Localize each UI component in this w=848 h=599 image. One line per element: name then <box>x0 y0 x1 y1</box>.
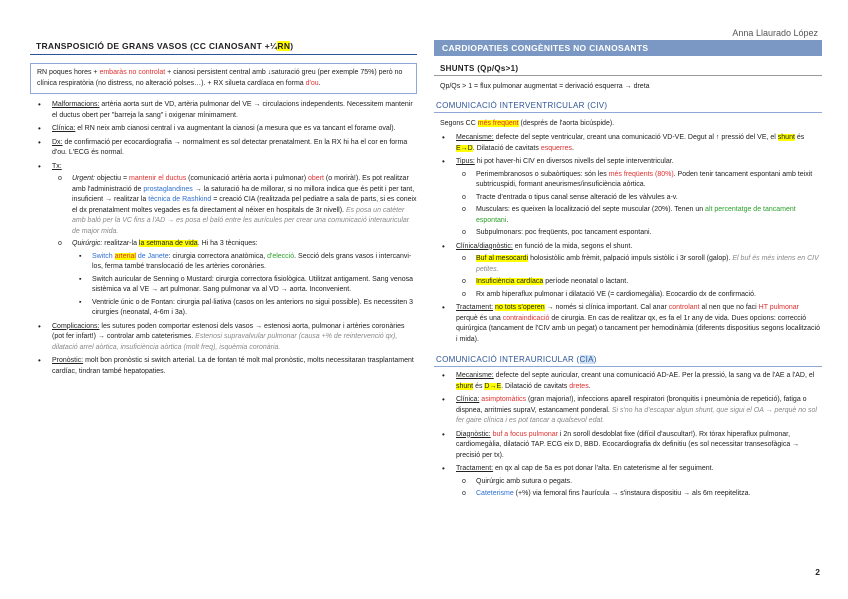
page-author: Anna Llaurado López <box>732 28 818 38</box>
civ-title: COMUNICACIÓ INTERVENTRICULAR (CIV) <box>434 99 822 113</box>
cia-title: COMUNICACIÓ INTERAURICULAR (CIA) <box>434 353 822 367</box>
tgv-list <box>30 100 417 377</box>
list-item: • Mecanisme: defecte del septe auricular, creant una comunicació AD-AE. Per la pressió, la sang va de l'AE a l'AD, el shunt és D→E. Dilatació de cavitats dretes. <box>456 371 822 392</box>
list-item: • Pronòstic: molt bon pronòstic si switch arterial. La de fontan té molt mal pronòstic, molts necessitaran trasplantament cardíac, tindran també hepatopaties. <box>52 356 417 377</box>
tgv-section-title: TRANSPOSICIÓ DE GRANS VASOS (CC CIANOSANT +¼RN) <box>30 40 417 55</box>
list-item: o Perimembranosos o subaòrtiques: són les més freqüents (80%). Poden tenir tancament espontani amb teixit subtricuspidi, formant aneurismes/insuficiència aòrtica. <box>476 170 822 191</box>
list-item: o Tracte d'entrada o tipus canal sense alteració de les vàlvules a-v. <box>476 193 822 204</box>
list-item: o Urgent: objectiu = mantenir el ductus (comunicació artèria aorta i pulmonar) obert (o morirà!). Es pot realitzar amb l'administració de prostaglandines → la saturació ha de millorar, si no millora indica que és petit i per tant, insuficient → realitzar la tècnica de Rashkind = creació CIA (realitzada pel pediatre a sala de parts, si es coneix el dx prenatalment moltes vegades es fa directament al néixer en hospitals de 3r nivell). Es posa un catèter amb baló per la VC fins a l'AD → es posa el baló entre les aurícules per crear una comunicació interauricular de major mida. <box>72 174 417 237</box>
civ-intro: Segons CC més freqüent (després de l'aorta bicúspide). <box>440 119 615 127</box>
shunts-title: SHUNTS (Qp/Qs>1) <box>434 62 822 76</box>
list-item: o Buf al mesocardi holosistòlic amb frèmit, palpació impuls sistòlic i 3r soroll (galop). El buf és més intens en CIV petites. <box>476 254 822 275</box>
cc-no-cianosants-title: CARDIOPATIES CONGÈNITES NO CIANOSANTS <box>434 40 822 56</box>
list-item: ▪ Switch auricular de Senning o Mustard: cirurgia correctora fisiològica. Utilitzat antigament. Sang venosa sistèmica va al VE → art pulmonar. Sang pulmonar va al VD → aorta. Inconvenient. <box>92 275 417 296</box>
list-item: • Diagnòstic: buf a focus pulmonar i 2n soroll desdoblat fixe (difícil d'auscultar!). Rx tòrax hiperaflux pulmonar, cardiomegàlia, dilatació TAP. ECG eix D, BBD. Ecocardiografia dx definitiu (es sol necessitar transesofàgica → precisió per tx). <box>456 430 822 462</box>
list-item: ▪ Ventricle únic o de Fontan: cirurgia pal·liativa (casos on les anteriors no sigui possible). Es necessiten 3 cirurgies (neonatal, 4-6m i 3a). <box>92 298 417 319</box>
list-item: • Complicacions: les sutures poden comportar estenosi dels vasos → estenosi aorta, pulmonar i artèries coronàries (pot fer infart!) → controlar amb cateterismes. Estenosi supravalvular pulmonar (causa +% de reintervenció qx), dilatació arrel aòrtica, insuficiència aòrtica (molt freq), isquèmia coronària. <box>52 322 417 354</box>
list-item: • Dx: de confirmació per ecocardiografia → normalment es sol detectar prenatalment. En la RX hi ha el cor en forma d'ou. L'ECG és normal. <box>52 138 417 159</box>
list-item: • Mecanisme: defecte del septe ventricular, creant una comunicació VD-VE. Degut al ↑ pressió del VE, el shunt és E→D. Dilatació de cavitats esquerres. <box>456 133 822 154</box>
list-item: ▪ Switch arterial de Janete: cirurgia correctora anatòmica, d'elecció. Secció dels grans vasos i intercanvi-los, ferma també translocació de les artèries coronàries. <box>92 252 417 273</box>
list-item: o Subpulmonars: poc freqüents, poc tancament espontani. <box>476 228 822 239</box>
cia-list <box>434 371 822 500</box>
list-item: o Insuficiència cardíaca període neonatal o lactant. <box>476 277 822 288</box>
list-item: o Quirúrgic: realitzar-la la setmana de vida. Hi ha 3 tècniques: ▪ Switch arterial de Janete: cirurgia correctora anatòmica, d'elecció. Secció dels grans vasos i intercanvi-los, ferma també translocació de les artèries coronàries. ▪ Switch auricular de Senning o Mustard: cirurgia correctora fisiològica. Utilitzat antigament. Sang venosa sistèmica va al VE → art pulmonar. Sang pulmonar va al VD → aorta. Inconvenient. ▪ Ventricle únic o de Fontan: cirurgia pal·liativa (casos on les anteriors no sigui possible). Es necessiten 3 cirurgies (neonatal, 4-6m i 3a). <box>72 239 417 319</box>
list-item: o Musculars: es queixen la localització del septe muscular (20%). Tenen un alt percentatge de tancament espontani. <box>476 205 822 226</box>
list-item: • Tractament: en qx al cap de 5a es pot donar l'alta. En cateterisme al fer seguiment. o Quirúrgic amb sutura o pegats. o Cateterisme (+%) via femoral fins l'aurícula → s'instaura dispositiu → als 6m reepitelitza. <box>456 464 822 500</box>
shunts-text: Qp/Qs > 1 = flux pulmonar augmentat = derivació esquerra → dreta <box>440 83 650 90</box>
civ-list <box>434 133 822 345</box>
list-item: • Clínica: asimptomàtics (gran majoria!), infeccions aparell respiratori (bronquitis i pneumònia de repetició), fatiga o dispnea, arritmies supraV, estancament ponderal. Si s'no ha d'escapar algun shunt, que sigui el OA → perquè no sol fer gaire clínica i es pot tancar a qualsevol edat. <box>456 395 822 427</box>
list-item: o Rx amb hiperaflux pulmonar i dilatació VE (= cardiomegàlia). Ecocardio dx de confirmació. <box>476 290 822 301</box>
list-item: • Tx: o Urgent: objectiu = mantenir el ductus (comunicació artèria aorta i pulmonar) obert (o morirà!). Es pot realitzar amb l'administració de prostaglandines → la saturació ha de millorar, si no millora indica que és petit i per tant, insuficient → realitzar la tècnica de Rashkind = creació CIA (realitzada pel pediatre a sala de parts, si es coneix el dx prenatalment moltes vegades es fa directament al néixer en hospitals de 3r nivell). Es posa un catèter amb baló per la VC fins a l'AD → es posa el baló entre les aurícules per crear una comunicació interauricular de major mida. o Quirúrgic: realitzar-la la setmana de vida. Hi ha 3 tècniques: ▪ Switch arterial de Janete: cirurgia correctora anatòmica, d'elecció. Secció dels grans vasos i intercanvi-los, ferma també translocació de les artèries coronàries. ▪ Switch auricular de Senning o Mustard: cirurgia correctora fisiològica. Utilitzat antigament. Sang venosa sistèmica va al VE → art pulmonar. Sang pulmonar va al VD → aorta. Inconvenient. ▪ Ventricle únic o de Fontan: cirurgia pal·liativa (casos on les anteriors no sigui possible). Es necessiten 3 cirurgies (neonatal, 4-6m i 3a). <box>52 162 417 319</box>
list-item: • Tractament: no tots s'operen → només si clínica important. Cal anar controlant al nen que no faci HT pulmonar perquè és una contraindicació de cirurgia. En cas de realitzar qx, es fa el 1r any de vida. Dues opcions: correcció quirúrgica (tancament de l'CIV amb un pegat) o tancament per hemodinàmia (diferents dispositius segons localització i mida). <box>456 303 822 345</box>
list-item: • Malformacions: artèria aorta surt de VD, artèria pulmonar del VE → circulacions independents. Necessitem mantenir el ductus obert per "barreja la sang" i oxigenar mínimament. <box>52 100 417 121</box>
page-number: 2 <box>815 567 820 577</box>
list-item: • Tipus: hi pot haver-hi CIV en diversos nivells del septe interventricular. o Perimembranosos o subaòrtiques: són les més freqüents (80%). Poden tenir tancament espontani amb teixit subtricuspidi, formant aneurismes/insuficiència aòrtica. o Tracte d'entrada o tipus canal sense alteració de les vàlvules a-v. o Musculars: es queixen la localització del septe muscular (20%). Tenen un alt percentatge de tancament espontani. o Subpulmonars: poc freqüents, poc tancament espontani. <box>456 157 822 239</box>
list-item: • Clínica/diagnòstic: en funció de la mida, segons el shunt. o Buf al mesocardi holosistòlic amb frèmit, palpació impuls sistòlic i 3r soroll (galop). El buf és més intens en CIV petites. o Insuficiència cardíaca període neonatal o lactant. o Rx amb hiperaflux pulmonar i dilatació VE (= cardiomegàlia). Ecocardio dx de confirmació. <box>456 242 822 301</box>
list-item: o Cateterisme (+%) via femoral fins l'aurícula → s'instaura dispositiu → als 6m reepitelitza. <box>476 489 822 500</box>
list-item: o Quirúrgic amb sutura o pegats. <box>476 477 822 488</box>
list-item: • Clínica: el RN neix amb cianosi central i va augmentant la cianosi (a mesura que es va tancant el forame oval). <box>52 124 417 135</box>
tgv-case-box: RN poques hores + embaràs no controlat + cianosi persistent central amb ↓saturació greu (per exemple 75%) però no clínica respiratòria (no distress, no alteració polses…). + RX silueta cardíaca en forma d'ou. <box>30 63 417 94</box>
left-column <box>30 40 417 380</box>
right-column <box>434 40 822 503</box>
